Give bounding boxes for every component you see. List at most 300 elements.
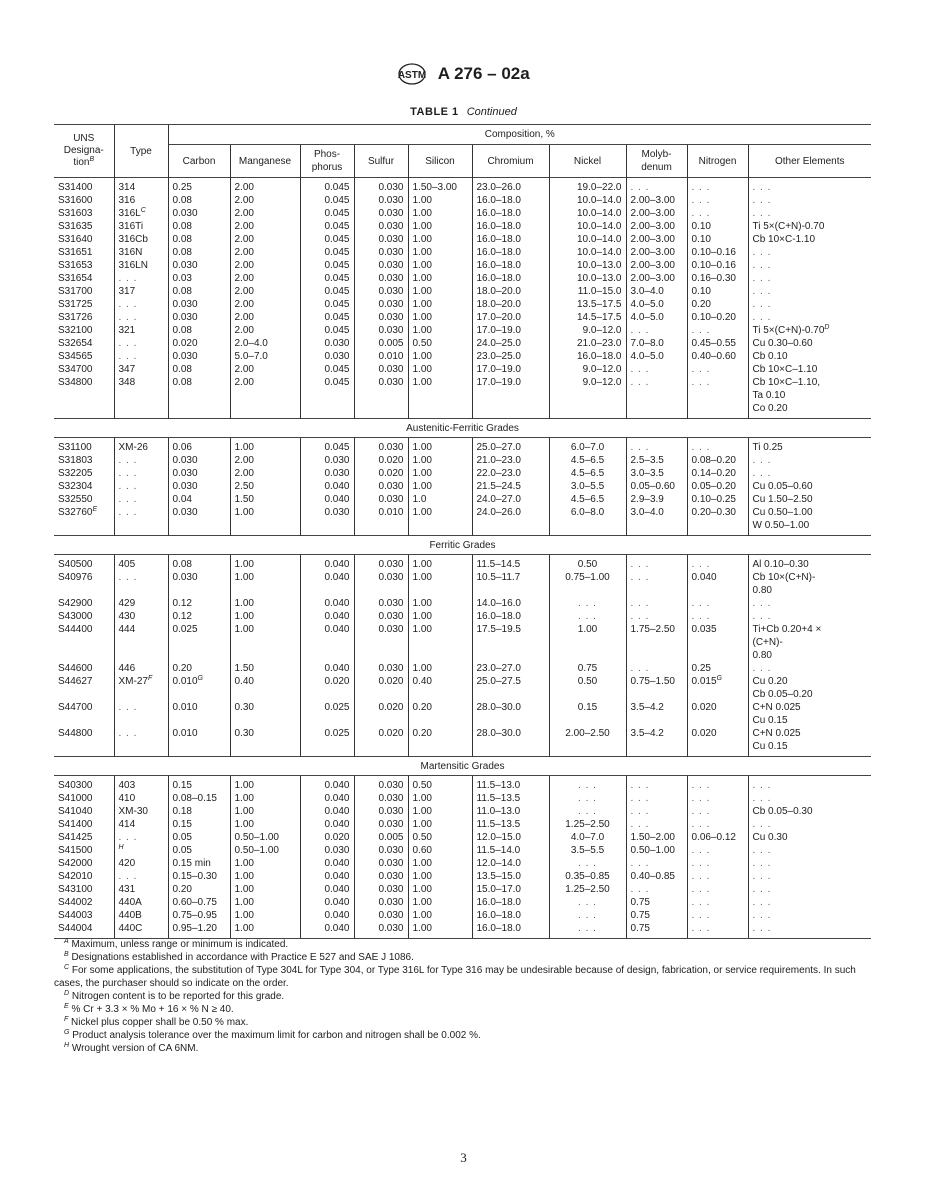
cell-uns: S43100 xyxy=(58,884,93,895)
cell-sulfur: 0.010 xyxy=(354,506,408,536)
cell-silicon: 1.00 xyxy=(408,220,472,233)
cell-chromium: 16.0–18.0 xyxy=(472,233,549,246)
cell-phosphorus: 0.030 xyxy=(300,350,354,363)
cell-nickel: 1.25–2.50 xyxy=(549,818,626,831)
col-header-sulfur: Sulfur xyxy=(354,145,408,178)
cell-phosphorus: 0.030 xyxy=(300,337,354,350)
table-row xyxy=(54,883,871,896)
cell-carbon: 0.15–0.30 xyxy=(168,870,230,883)
cell-silicon: 1.00 xyxy=(408,272,472,285)
footnote-ref: G xyxy=(716,675,722,682)
document-header xyxy=(0,62,927,86)
not-specified-marker: . . . xyxy=(630,377,650,388)
cell-carbon: 0.08 xyxy=(168,220,230,233)
footnote-mark: D xyxy=(64,990,70,997)
cell-sulfur: 0.030 xyxy=(354,376,408,419)
cell-uns: S41500 xyxy=(58,845,93,856)
table-row xyxy=(54,818,871,831)
cell-chromium: 16.0–18.0 xyxy=(472,194,549,207)
table-row xyxy=(54,285,871,298)
cell-phosphorus: 0.030 xyxy=(300,454,354,467)
cell-type: 316LN xyxy=(114,259,168,272)
cell-molybdenum: 4.0–5.0 xyxy=(626,298,687,311)
cell-phosphorus: 0.045 xyxy=(300,207,354,220)
not-specified-marker: . . . xyxy=(630,663,650,674)
cell-molybdenum: 0.75 xyxy=(626,909,687,922)
table-row xyxy=(54,178,871,195)
cell-carbon: 0.010 xyxy=(168,727,230,757)
cell-nickel xyxy=(549,597,626,610)
cell-type: 430 xyxy=(114,610,168,623)
cell-molybdenum xyxy=(626,610,687,623)
cell-nitrogen xyxy=(687,922,748,939)
cell-nickel: 1.25–2.50 xyxy=(549,883,626,896)
cell-carbon: 0.030 xyxy=(168,571,230,597)
cell-nickel: 0.50 xyxy=(549,675,626,701)
cell-manganese: 1.00 xyxy=(230,506,300,536)
table-row xyxy=(54,870,871,883)
table-row xyxy=(54,350,871,363)
cell-phosphorus: 0.025 xyxy=(300,701,354,727)
footnote-ref: F xyxy=(147,675,153,682)
table-row xyxy=(54,259,871,272)
cell-carbon: 0.60–0.75 xyxy=(168,896,230,909)
cell-nitrogen: $0.015^G$ xyxy=(687,675,748,701)
cell-nitrogen: 0.45–0.55 xyxy=(687,337,748,350)
cell-manganese: 2.00 xyxy=(230,454,300,467)
cell-nickel: 0.35–0.85 xyxy=(549,870,626,883)
cell-nickel: 21.0–23.0 xyxy=(549,337,626,350)
cell-phosphorus: 0.020 xyxy=(300,831,354,844)
cell-chromium: 24.0–25.0 xyxy=(472,337,549,350)
not-specified-marker: . . . xyxy=(630,442,650,453)
not-specified-marker: . . . xyxy=(691,208,711,219)
cell-carbon: 0.025 xyxy=(168,623,230,662)
footnote-text: Wrought version of CA 6NM. xyxy=(69,1043,199,1054)
cell-silicon: 1.00 xyxy=(408,376,472,419)
cell-silicon: 0.20 xyxy=(408,701,472,727)
not-specified-marker: . . . xyxy=(691,910,711,921)
cell-type: 431 xyxy=(114,883,168,896)
cell-nickel: 1.00 xyxy=(549,623,626,662)
cell-other-elements xyxy=(748,844,871,857)
cell-nickel: 10.0–13.0 xyxy=(549,259,626,272)
cell-sulfur: 0.020 xyxy=(354,454,408,467)
not-specified-marker: . . . xyxy=(691,195,711,206)
cell-nitrogen xyxy=(687,178,748,195)
table-row xyxy=(54,220,871,233)
cell-manganese: 2.00 xyxy=(230,220,300,233)
cell-carbon: 0.030 xyxy=(168,506,230,536)
cell-molybdenum: 0.75–1.50 xyxy=(626,675,687,701)
cell-chromium: 12.0–14.0 xyxy=(472,857,549,870)
not-specified-marker: . . . xyxy=(752,208,772,219)
col-header-manganese: Manganese xyxy=(230,145,300,178)
not-specified-marker: . . . xyxy=(752,663,772,674)
not-specified-marker: . . . xyxy=(752,871,772,882)
cell-carbon: 0.030 xyxy=(168,480,230,493)
table-row xyxy=(54,467,871,480)
cell-silicon: 1.00 xyxy=(408,883,472,896)
cell-nitrogen xyxy=(687,207,748,220)
cell-molybdenum: 3.5–4.2 xyxy=(626,727,687,757)
cell-silicon: 1.00 xyxy=(408,467,472,480)
cell-phosphorus: 0.040 xyxy=(300,571,354,597)
cell-silicon: 1.50–3.00 xyxy=(408,178,472,195)
cell-phosphorus: 0.045 xyxy=(300,220,354,233)
cell-nickel: 10.0–14.0 xyxy=(549,220,626,233)
cell-other-elements xyxy=(748,467,871,480)
cell-uns: S44700 xyxy=(58,702,93,713)
not-specified-marker: . . . xyxy=(752,455,772,466)
footnote xyxy=(54,938,871,951)
cell-carbon: 0.030 xyxy=(168,298,230,311)
cell-type xyxy=(114,272,168,285)
cell-phosphorus: 0.045 xyxy=(300,376,354,419)
footnote-text: % Cr + 3.3 × % Mo + 16 × % N ≥ 40. xyxy=(68,1004,234,1015)
cell-silicon: 0.60 xyxy=(408,844,472,857)
cell-other-elements xyxy=(748,311,871,324)
not-specified-marker: . . . xyxy=(752,182,772,193)
cell-nitrogen xyxy=(687,597,748,610)
cell-molybdenum: 1.75–2.50 xyxy=(626,623,687,662)
cell-nickel: 10.0–14.0 xyxy=(549,246,626,259)
cell-sulfur: 0.030 xyxy=(354,571,408,597)
not-specified-marker: . . . xyxy=(752,858,772,869)
cell-carbon: 0.08 xyxy=(168,376,230,419)
cell-manganese: 1.50 xyxy=(230,493,300,506)
cell-uns: S32205 xyxy=(58,468,93,479)
section-header xyxy=(54,757,871,776)
cell-molybdenum: 0.75 xyxy=(626,896,687,909)
table-row xyxy=(54,571,871,597)
cell-type: XM-30 xyxy=(114,805,168,818)
cell-uns: S31651 xyxy=(58,247,93,258)
table-row xyxy=(54,454,871,467)
not-specified-marker: . . . xyxy=(118,455,138,466)
cell-other-elements xyxy=(748,883,871,896)
cell-nitrogen xyxy=(687,870,748,883)
not-specified-marker: . . . xyxy=(630,598,650,609)
cell-silicon: 1.00 xyxy=(408,922,472,939)
cell-silicon: 1.00 xyxy=(408,792,472,805)
cell-other-elements xyxy=(748,259,871,272)
cell-phosphorus: 0.025 xyxy=(300,727,354,757)
cell-manganese: 1.00 xyxy=(230,555,300,572)
cell-manganese: 1.00 xyxy=(230,438,300,455)
cell-molybdenum: 2.00–3.00 xyxy=(626,207,687,220)
cell-nickel: 9.0–12.0 xyxy=(549,363,626,376)
cell-phosphorus: 0.040 xyxy=(300,597,354,610)
footnote-mark: F xyxy=(64,1016,69,1023)
table-row xyxy=(54,896,871,909)
cell-chromium: 17.5–19.5 xyxy=(472,623,549,662)
cell-other-elements xyxy=(748,285,871,298)
cell-molybdenum xyxy=(626,363,687,376)
cell-manganese: 1.00 xyxy=(230,818,300,831)
table-title xyxy=(0,106,927,118)
cell-uns: S40500 xyxy=(58,559,93,570)
cell-nitrogen xyxy=(687,844,748,857)
cell-nitrogen xyxy=(687,363,748,376)
cell-carbon: 0.20 xyxy=(168,662,230,675)
col-header-other-elements: Other Elements xyxy=(748,145,871,178)
cell-uns: S42010 xyxy=(58,871,93,882)
cell-silicon: 1.00 xyxy=(408,246,472,259)
grade-group xyxy=(54,555,871,757)
cell-type: 405 xyxy=(114,555,168,572)
cell-type xyxy=(114,350,168,363)
not-specified-marker: . . . xyxy=(752,598,772,609)
cell-other-elements xyxy=(748,909,871,922)
not-specified-marker: . . . xyxy=(118,871,138,882)
footnote xyxy=(54,964,871,990)
cell-chromium: 11.5–14.0 xyxy=(472,844,549,857)
cell-carbon: 0.75–0.95 xyxy=(168,909,230,922)
not-specified-marker: . . . xyxy=(691,598,711,609)
cell-silicon: 1.00 xyxy=(408,350,472,363)
cell-uns: S41000 xyxy=(58,793,93,804)
cell-nitrogen xyxy=(687,324,748,337)
cell-manganese: 1.00 xyxy=(230,610,300,623)
cell-phosphorus: 0.040 xyxy=(300,883,354,896)
cell-type xyxy=(114,727,168,757)
cell-sulfur: 0.030 xyxy=(354,220,408,233)
cell-chromium: 16.0–18.0 xyxy=(472,909,549,922)
cell-chromium: 11.0–13.0 xyxy=(472,805,549,818)
footnote-ref: H xyxy=(118,844,124,851)
cell-silicon: 1.00 xyxy=(408,896,472,909)
cell-nitrogen: 0.035 xyxy=(687,623,748,662)
cell-nitrogen xyxy=(687,857,748,870)
cell-type: 348 xyxy=(114,376,168,419)
cell-other-elements xyxy=(748,298,871,311)
not-specified-marker: . . . xyxy=(752,884,772,895)
not-specified-marker: . . . xyxy=(578,598,597,609)
footnote-text: For some applications, the substitution of Type 304L for Type 304, or Type 316L for Type 316 may be undesirable because of design, fabrication, or service requirements. In such cases, the purchaser should so indicate on the order. xyxy=(54,965,856,989)
cell-nitrogen: 0.10–0.16 xyxy=(687,259,748,272)
cell-type: 347 xyxy=(114,363,168,376)
cell-molybdenum: 3.0–4.0 xyxy=(626,506,687,536)
cell-nickel xyxy=(549,610,626,623)
cell-molybdenum: 0.75 xyxy=(626,922,687,939)
cell-other-elements xyxy=(748,207,871,220)
cell-molybdenum xyxy=(626,438,687,455)
cell-nickel: 3.0–5.5 xyxy=(549,480,626,493)
cell-manganese: 2.00 xyxy=(230,178,300,195)
cell-silicon: 1.00 xyxy=(408,610,472,623)
cell-molybdenum: 0.05–0.60 xyxy=(626,480,687,493)
cell-silicon: 0.40 xyxy=(408,675,472,701)
cell-other-elements: Ti $5\times(C+N)-0.70^D$ xyxy=(748,324,871,337)
footnote-mark: A xyxy=(64,938,69,945)
not-specified-marker: . . . xyxy=(752,468,772,479)
cell-phosphorus: 0.040 xyxy=(300,896,354,909)
cell-uns: S44627 xyxy=(58,676,93,687)
cell-nitrogen xyxy=(687,610,748,623)
cell-molybdenum xyxy=(626,571,687,597)
not-specified-marker: . . . xyxy=(118,702,138,713)
cell-manganese: 0.30 xyxy=(230,701,300,727)
cell-uns: S31603 xyxy=(58,208,93,219)
cell-chromium: 28.0–30.0 xyxy=(472,727,549,757)
cell-nickel: 11.0–15.0 xyxy=(549,285,626,298)
cell-other-elements: Cb 10×C-1.10 xyxy=(748,233,871,246)
cell-type xyxy=(114,831,168,844)
footnote-mark: B xyxy=(64,951,69,958)
cell-silicon: 1.00 xyxy=(408,818,472,831)
table-row xyxy=(54,623,871,662)
cell-carbon: 0.08 xyxy=(168,555,230,572)
not-specified-marker: . . . xyxy=(578,806,597,817)
cell-uns: S44800 xyxy=(58,728,93,739)
cell-chromium: 25.0–27.5 xyxy=(472,675,549,701)
cell-nickel: 9.0–12.0 xyxy=(549,324,626,337)
cell-other-elements: Cu 0.30 xyxy=(748,831,871,844)
table-row xyxy=(54,610,871,623)
cell-nickel: 4.5–6.5 xyxy=(549,467,626,480)
cell-uns: S32100 xyxy=(58,325,93,336)
cell-type: 414 xyxy=(114,818,168,831)
cell-molybdenum: 7.0–8.0 xyxy=(626,337,687,350)
footnote-text: Maximum, unless range or minimum is indicated. xyxy=(68,939,289,950)
not-specified-marker: . . . xyxy=(691,806,711,817)
cell-phosphorus: 0.045 xyxy=(300,272,354,285)
not-specified-marker: . . . xyxy=(752,819,772,830)
cell-carbon: $0.010^G$ xyxy=(168,675,230,701)
cell-type: 440C xyxy=(114,922,168,939)
cell-sulfur: 0.020 xyxy=(354,675,408,701)
cell-silicon: 1.00 xyxy=(408,480,472,493)
cell-nitrogen: 0.10–0.25 xyxy=(687,493,748,506)
cell-phosphorus: 0.045 xyxy=(300,324,354,337)
not-specified-marker: . . . xyxy=(578,793,597,804)
not-specified-marker: . . . xyxy=(691,325,711,336)
not-specified-marker: . . . xyxy=(578,910,597,921)
col-header-phosphorus: Phos- phorus xyxy=(300,145,354,178)
cell-molybdenum: 2.9–3.9 xyxy=(626,493,687,506)
table-row xyxy=(54,480,871,493)
cell-type xyxy=(114,571,168,597)
cell-carbon: 0.010 xyxy=(168,701,230,727)
cell-phosphorus: 0.040 xyxy=(300,776,354,793)
cell-manganese: 2.0–4.0 xyxy=(230,337,300,350)
grade-group xyxy=(54,438,871,536)
table-row xyxy=(54,555,871,572)
cell-nitrogen: 0.20–0.30 xyxy=(687,506,748,536)
cell-chromium: 18.0–20.0 xyxy=(472,285,549,298)
cell-nickel: 0.15 xyxy=(549,701,626,727)
cell-sulfur: 0.005 xyxy=(354,337,408,350)
page-number: 3 xyxy=(460,1150,467,1165)
cell-silicon: 0.50 xyxy=(408,776,472,793)
table-row xyxy=(54,675,871,701)
cell-other-elements xyxy=(748,776,871,793)
cell-chromium: 13.5–15.0 xyxy=(472,870,549,883)
cell-silicon: 1.00 xyxy=(408,870,472,883)
cell-chromium: 16.0–18.0 xyxy=(472,610,549,623)
not-specified-marker: . . . xyxy=(630,819,650,830)
table-row xyxy=(54,831,871,844)
cell-carbon: 0.05 xyxy=(168,831,230,844)
cell-nitrogen xyxy=(687,776,748,793)
cell-nickel: 10.0–14.0 xyxy=(549,194,626,207)
cell-phosphorus: 0.020 xyxy=(300,675,354,701)
table-row xyxy=(54,194,871,207)
not-specified-marker: . . . xyxy=(118,507,138,518)
cell-carbon: 0.08 xyxy=(168,363,230,376)
cell-nitrogen: 0.05–0.20 xyxy=(687,480,748,493)
footnote-ref: B xyxy=(89,156,95,163)
not-specified-marker: . . . xyxy=(752,845,772,856)
cell-nitrogen xyxy=(687,818,748,831)
cell-chromium: 18.0–20.0 xyxy=(472,298,549,311)
cell-nickel: 10.0–13.0 xyxy=(549,272,626,285)
cell-molybdenum: 2.00–3.00 xyxy=(626,233,687,246)
table-row xyxy=(54,324,871,337)
cell-chromium: 23.0–27.0 xyxy=(472,662,549,675)
cell-manganese: 1.00 xyxy=(230,571,300,597)
table-row xyxy=(54,857,871,870)
cell-phosphorus: 0.045 xyxy=(300,298,354,311)
cell-silicon: 1.00 xyxy=(408,207,472,220)
cell-chromium: 11.5–13.0 xyxy=(472,776,549,793)
cell-other-elements xyxy=(748,896,871,909)
cell-nickel: 9.0–12.0 xyxy=(549,376,626,419)
cell-phosphorus: 0.040 xyxy=(300,792,354,805)
cell-nickel: 3.5–5.5 xyxy=(549,844,626,857)
cell-nickel: 0.75 xyxy=(549,662,626,675)
not-specified-marker: . . . xyxy=(752,299,772,310)
cell-other-elements: Cu 1.50–2.50 xyxy=(748,493,871,506)
cell-phosphorus: 0.040 xyxy=(300,818,354,831)
cell-molybdenum: 3.0–3.5 xyxy=(626,467,687,480)
cell-nitrogen: 0.020 xyxy=(687,701,748,727)
footnote xyxy=(54,1016,871,1029)
cell-type xyxy=(114,506,168,536)
not-specified-marker: . . . xyxy=(691,793,711,804)
cell-carbon: 0.030 xyxy=(168,311,230,324)
not-specified-marker: . . . xyxy=(691,871,711,882)
cell-uns: S31700 xyxy=(58,286,93,297)
cell-phosphorus: 0.040 xyxy=(300,662,354,675)
section-title: Austenitic-Ferritic Grades xyxy=(54,419,871,438)
cell-molybdenum xyxy=(626,324,687,337)
cell-uns: S32550 xyxy=(58,494,93,505)
cell-nickel: 4.0–7.0 xyxy=(549,831,626,844)
not-specified-marker: . . . xyxy=(691,442,711,453)
cell-manganese: 2.00 xyxy=(230,259,300,272)
cell-type: 403 xyxy=(114,776,168,793)
col-header-type: Type xyxy=(114,125,168,178)
cell-type: 440A xyxy=(114,896,168,909)
cell-nickel xyxy=(549,896,626,909)
cell-sulfur: 0.030 xyxy=(354,844,408,857)
cell-carbon: 0.030 xyxy=(168,259,230,272)
section-header xyxy=(54,536,871,555)
not-specified-marker: . . . xyxy=(578,897,597,908)
cell-silicon: 1.00 xyxy=(408,571,472,597)
cell-nickel: 4.5–6.5 xyxy=(549,493,626,506)
cell-phosphorus: 0.045 xyxy=(300,246,354,259)
composition-table xyxy=(54,124,871,939)
cell-type xyxy=(114,480,168,493)
cell-other-elements xyxy=(748,870,871,883)
cell-manganese: 2.00 xyxy=(230,194,300,207)
not-specified-marker: . . . xyxy=(118,299,138,310)
cell-chromium: 12.0–15.0 xyxy=(472,831,549,844)
col-header-composition: Composition, % xyxy=(168,125,871,145)
